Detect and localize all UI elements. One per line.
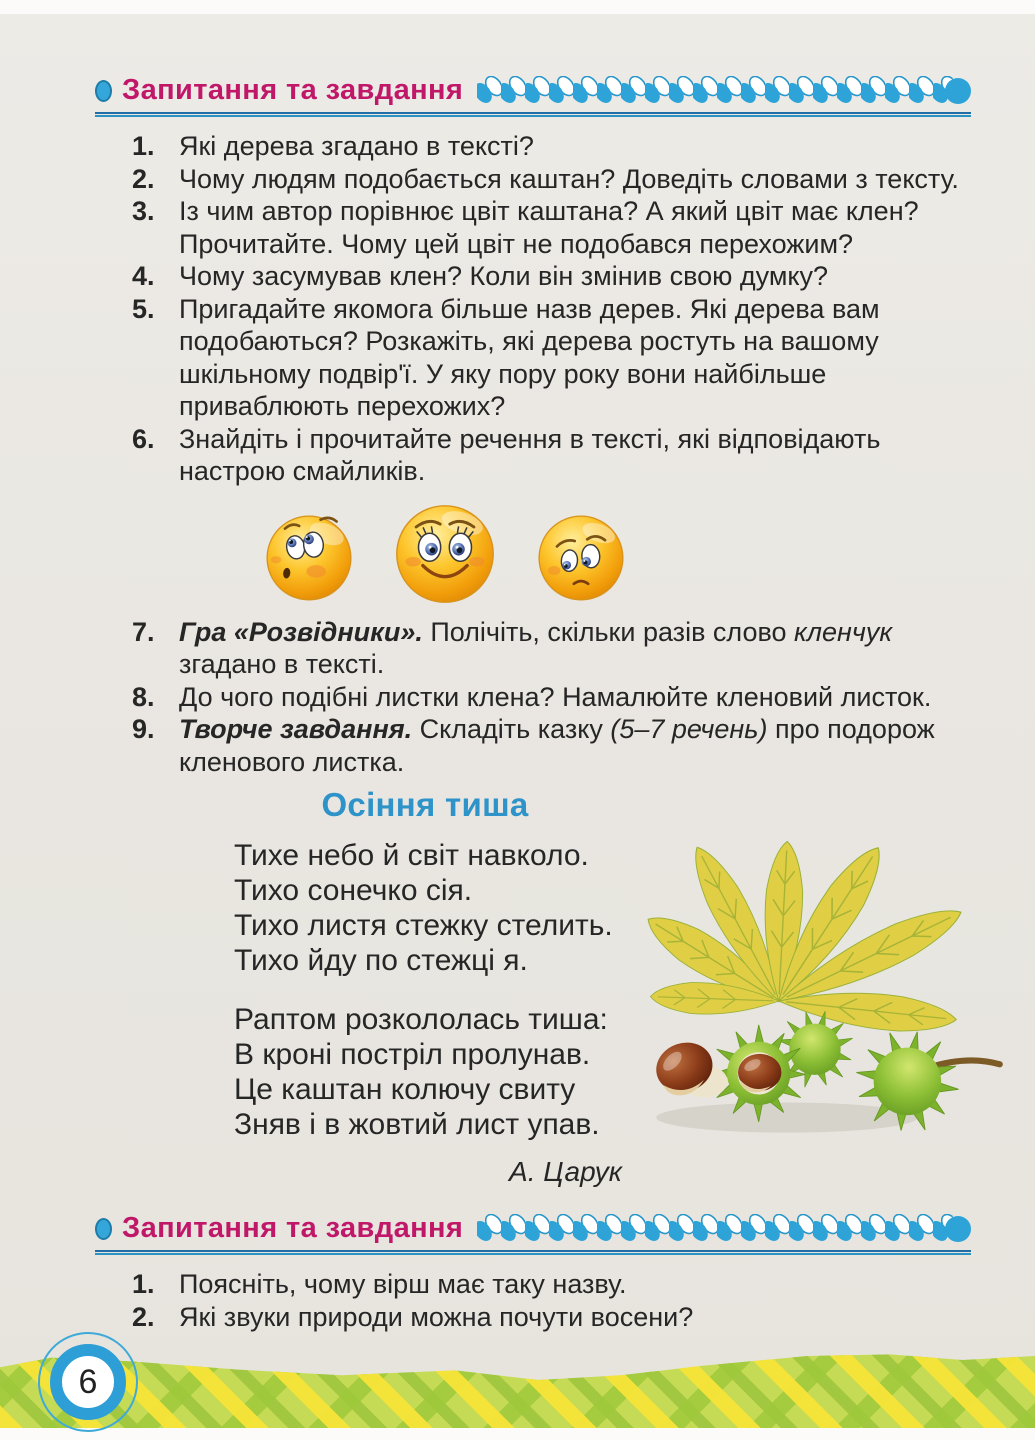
question-text: Які дерева згадано в тексті?: [179, 131, 534, 161]
question-text: До чого подібні листки клена? Намалюйте кленовий листок.: [179, 681, 932, 712]
poem-title: Осіння тиша: [321, 786, 529, 823]
poem-line: Це каштан колючу свиту: [234, 1073, 576, 1106]
section-header: [95, 74, 971, 107]
question-number: 1.: [132, 131, 155, 161]
question-item: [132, 163, 974, 196]
happy-smiley-icon: [392, 498, 498, 610]
question-number: 9.: [132, 714, 155, 744]
question-item: [132, 713, 974, 778]
section-header-2: [95, 1212, 971, 1245]
surprised-smiley-icon: [260, 506, 358, 610]
rope-end-dot-icon: [945, 78, 971, 104]
question-list-1: [132, 130, 974, 488]
question-text: Творче завдання. Складіть казку (5–7 речень) про подорож кленового листка.: [179, 714, 935, 777]
page-number: 6: [78, 1362, 98, 1401]
question-text: Із чим автор порівнює цвіт каштана? А який цвіт має клен? Прочитайте. Чому цей цвіт не подобався перехожим?: [179, 196, 919, 259]
question-number: 2.: [132, 163, 155, 194]
double-rule: [95, 1250, 971, 1255]
question-text: Знайдіть і прочитайте речення в тексті, які відповідають настрою смайликів.: [179, 423, 881, 486]
double-rule: [95, 112, 971, 117]
page-top-margin: [0, 0, 1035, 14]
question-text: Які звуки природи можна почути восени?: [179, 1301, 694, 1332]
poem-author: А. Царук: [509, 1156, 622, 1187]
poem-line: В кроні постріл пролунав.: [234, 1038, 591, 1071]
question-item: [132, 293, 974, 423]
question-text: Чому людям подобається каштан? Доведіть словами з тексту.: [179, 163, 959, 194]
poem-line: Тихе небо й світ навколо.: [234, 839, 589, 872]
poem-stanza-2: [234, 1002, 636, 1142]
rope-end-dot-icon: [945, 1216, 971, 1242]
question-number: 4.: [132, 261, 155, 291]
section-title: Запитання та завдання: [122, 74, 464, 106]
question-item: [132, 260, 974, 293]
question-item: [132, 423, 974, 488]
question-text: Гра «Розвідники». Полічіть, скільки разів слово кленчук згадано в тексті.: [179, 616, 893, 679]
poem-section: [234, 786, 636, 1188]
smiley-row: [260, 494, 1035, 610]
question-number: 5.: [132, 293, 155, 324]
poem-stanza-1: [234, 838, 636, 978]
bullet-icon: [95, 1218, 112, 1240]
question-item: [132, 616, 974, 681]
question-text: Чому засумував клен? Коли він змінив свою думку?: [179, 261, 829, 291]
question-number: 7.: [132, 616, 155, 647]
poem-line: Тихо листя стежку стелить.: [234, 909, 613, 942]
poem-line: Тихо сонечко сія.: [234, 874, 473, 907]
question-text: Пригадайте якомога більше назв дерев. Які дерева вам подобаються? Розкажіть, які дерева ростуть на вашому шкільному подвір'ї. У яку пору року вони найбільше приваблюють перехожих?: [179, 293, 880, 421]
question-item: [132, 681, 974, 714]
question-number: 8.: [132, 681, 155, 712]
wave-rope-icon: [477, 76, 953, 106]
question-number: 1.: [132, 1269, 155, 1299]
sad-smiley-icon: [532, 506, 630, 610]
question-item: [132, 195, 974, 260]
poem-line: Зняв і в жовтий лист упав.: [234, 1108, 600, 1141]
bullet-icon: [95, 80, 112, 102]
wave-rope-icon: [477, 1214, 953, 1244]
poem-line: Тихо йду по стежці я.: [234, 944, 528, 977]
question-number: 6.: [132, 423, 155, 454]
page-number-circle: [50, 1344, 126, 1420]
question-item: [132, 1268, 974, 1301]
question-item: [132, 130, 974, 163]
poem-line: Раптом розкололась тиша:: [234, 1003, 608, 1036]
question-item: [132, 1301, 974, 1334]
question-number: 2.: [132, 1301, 155, 1332]
question-list-1b: [132, 616, 974, 779]
footer-tartan-band: [0, 1348, 1035, 1428]
question-text: Поясніть, чому вірш має таку назву.: [179, 1269, 627, 1299]
question-number: 3.: [132, 196, 155, 226]
question-list-2: [132, 1268, 974, 1333]
section-title-2: Запитання та завдання: [122, 1212, 464, 1244]
chestnut-leaf-illustration: [606, 808, 1032, 1182]
questions-section-2: [0, 1212, 1035, 1333]
page-bottom-margin: [0, 1428, 1035, 1440]
